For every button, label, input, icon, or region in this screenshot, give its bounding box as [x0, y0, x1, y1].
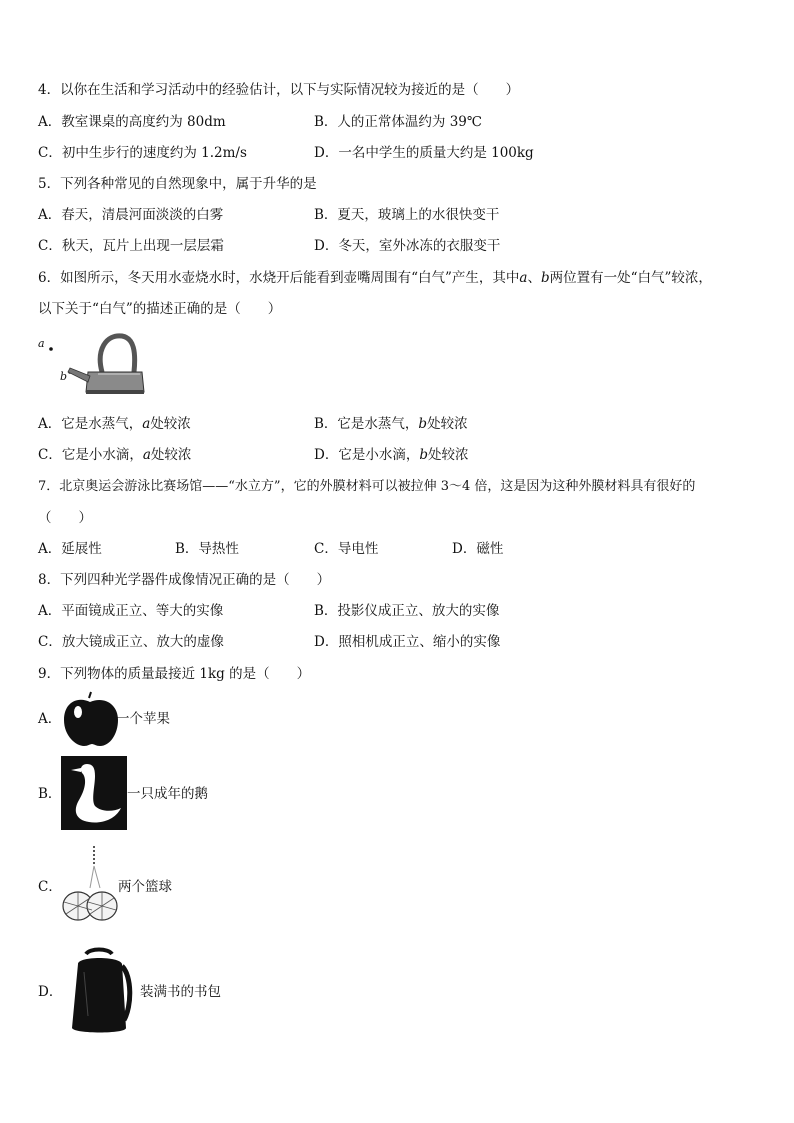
- q5-option-c: C．秋天，瓦片上出现一层层霜: [38, 238, 224, 254]
- q7-stem-line1: 7．北京奥运会游泳比赛场馆——“水立方”，它的外膜材料可以被拉伸 3～4 倍，这是因为这种外膜材料具有很好的: [38, 479, 696, 494]
- kettle-label-a: a: [38, 337, 45, 350]
- goose-image: [61, 756, 127, 830]
- apple-icon: [60, 690, 120, 748]
- q8-stem: 8．下列四种光学器件成像情况正确的是（ ）: [38, 572, 331, 588]
- q9-option-c-letter: C．: [38, 879, 62, 895]
- backpack-image: [64, 946, 134, 1036]
- q7-option-c: C．导电性: [314, 541, 379, 557]
- q6-a-pre: A．它是水蒸气，: [38, 416, 143, 432]
- basketballs-icon: [60, 844, 120, 924]
- q6-c-post: 处较浓: [150, 447, 192, 463]
- q5-option-a: A．春天，清晨河面淡淡的白雾: [38, 207, 224, 223]
- q8-option-a: A．平面镜成正立、等大的实像: [38, 603, 224, 619]
- q4-option-b: B．人的正常体温约为 39℃: [314, 114, 482, 130]
- q9-option-a-letter: A．: [38, 711, 62, 727]
- q6-stem-var-b: b: [540, 270, 550, 286]
- backpack-icon: [64, 946, 134, 1036]
- q5-option-b: B．夏天，玻璃上的水很快变干: [314, 207, 500, 223]
- q9-option-c-text: 两个篮球: [118, 879, 172, 895]
- q8-option-c: C．放大镜成正立、放大的虚像: [38, 634, 224, 650]
- q6-option-a: [38, 414, 191, 434]
- q4-option-c: C．初中生步行的速度约为 1.2m/s: [38, 145, 247, 161]
- q6-stem-pre: 6．如图所示，冬天用水壶烧水时，水烧开后能看到壶嘴周围有“白气”产生，其中: [38, 270, 520, 286]
- q6-stem-line2: 以下关于“白气”的描述正确的是（ ）: [38, 301, 282, 317]
- q6-d-pre: D．它是小水滴，: [314, 447, 420, 463]
- basketballs-image: [60, 844, 120, 924]
- q6-b-post: 处较浓: [427, 416, 468, 432]
- q9-option-d-text: 装满书的书包: [140, 984, 221, 1000]
- q6-c-var: a: [142, 447, 151, 463]
- q9-option-b-text: 一只成年的鹅: [127, 786, 208, 802]
- goose-icon: [61, 756, 127, 830]
- q7-option-b: B．导热性: [175, 541, 239, 557]
- q6-stem-var-a: a: [519, 270, 528, 286]
- q6-option-d: [314, 445, 468, 465]
- q4-stem: 4．以你在生活和学习活动中的经验估计，以下与实际情况较为接近的是（ ）: [38, 82, 520, 98]
- q5-option-d: D．冬天，室外冰冻的衣服变干: [314, 238, 501, 254]
- q7-option-d: D．磁性: [452, 541, 504, 557]
- q6-b-pre: B．它是水蒸气，: [314, 416, 419, 432]
- kettle-icon: [36, 330, 146, 400]
- q5-stem: 5．下列各种常见的自然现象中，属于升华的是: [38, 176, 317, 192]
- q7-stem-line2: （ ）: [38, 510, 92, 526]
- q9-option-d-letter: D．: [38, 984, 63, 1000]
- q6-stem-sep: 、: [527, 270, 541, 286]
- kettle-label-b: b: [60, 370, 68, 383]
- q6-a-var: a: [142, 416, 151, 432]
- q6-stem-post: 两位置有一处“白气”较浓，: [549, 270, 712, 286]
- q6-b-var: b: [418, 416, 428, 432]
- q8-option-b: B．投影仪成正立、放大的实像: [314, 603, 500, 619]
- q6-stem-line1: [38, 268, 712, 288]
- q9-option-a-text: 一个苹果: [116, 711, 170, 727]
- q9-stem: 9．下列物体的质量最接近 1kg 的是（ ）: [38, 666, 311, 682]
- q6-option-c: [38, 445, 191, 465]
- q9-option-b-letter: B．: [38, 786, 62, 802]
- q6-c-pre: C．它是小水滴，: [38, 447, 143, 463]
- q8-option-d: D．照相机成正立、缩小的实像: [314, 634, 501, 650]
- apple-image: [60, 690, 120, 748]
- q6-d-var: b: [419, 447, 428, 463]
- q4-option-d: D．一名中学生的质量大约是 100kg: [314, 145, 534, 161]
- kettle-figure: [36, 330, 146, 400]
- q7-option-a: A．延展性: [38, 541, 102, 557]
- q4-option-a: A．教室课桌的高度约为 80dm: [38, 114, 226, 130]
- q6-a-post: 处较浓: [150, 416, 191, 432]
- q6-d-post: 处较浓: [427, 447, 469, 463]
- q6-option-b: [314, 414, 468, 434]
